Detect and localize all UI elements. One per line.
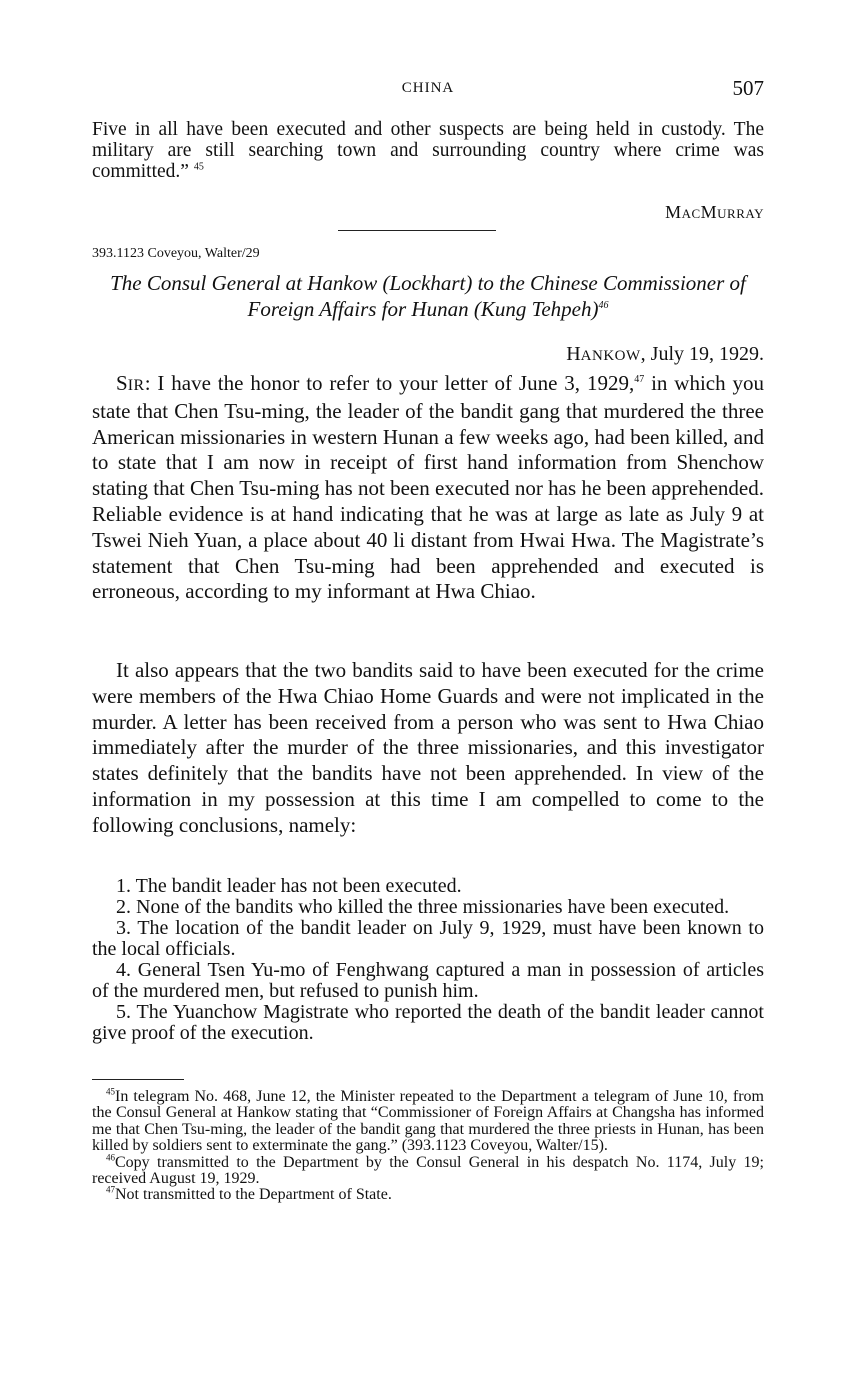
footnotes (92, 1086, 764, 1204)
list-item: 1. The bandit leader has not been executed. (116, 875, 462, 897)
footnote-divider (92, 1079, 184, 1080)
signature: MACMURRAY (665, 202, 764, 222)
list-item: 4. General Tsen Yu-mo of Fenghwang captured a man in possession of articles of the murdered men, but refused to punish him. (92, 959, 764, 1002)
list-item: 2. None of the bandits who killed the three missionaries have been executed. (116, 896, 730, 918)
list-item: 5. The Yuanchow Magistrate who reported the death of the bandit leader cannot give proof of the execution. (92, 1001, 764, 1044)
letter-paragraph-1: SIR: I have the honor to refer to your letter of June 3, 1929,47 in which you state that Chen Tsu-ming, the leader of the bandit gang that murdered the three American missionaries in western Hunan a few weeks ago, had been killed, and to state that I am now in receipt of first hand information from Shenchow stating that Chen Tsu-ming has not been executed nor has he been apprehended. Reliable evidence is at hand indicating that he was at large as late as July 9 at Tswei Nieh Yuan, a place about 40 li distant from Hwai Hwa. The Magistrate’s statement that Chen Tsu-ming had been apprehended and executed is erroneous, according to my informant at Hwa Chiao. (92, 371, 765, 604)
page-number: 507 (732, 76, 764, 100)
running-head: CHINA (401, 80, 455, 96)
footnote-47: $^{47}$Not transmitted to the Department of State. (106, 1185, 392, 1204)
letter-paragraph-2: It also appears that the two bandits said to have been executed for the crime were members of the Hwa Chiao Home Guards and were not implicated in the murder. A letter has been received from a person who was sent to Hwa Chiao immediately after the murder of the three missionaries, and this investigator states definitely that the bandits have not been apprehended. In view of the information in my possession at this time I am compelled to come to the following conclusions, namely: (92, 658, 764, 837)
footnote-ref-46: 46 (598, 300, 609, 311)
list-item: 3. The location of the bandit leader on July 9, 1929, must have been known to the local officials. (92, 917, 764, 960)
opening-quote-text: Five in all have been executed and other suspects are being held in custody. The military are still searching town and surrounding country where crime was committed.” (92, 119, 764, 182)
dateline: HANKOW, July 19, 1929. (566, 343, 764, 365)
document-title-text: The Consul General at Hankow (Lockhart) to the Chinese Commissioner of Foreign Affairs for Hunan (Kung Tehpeh) (110, 271, 746, 321)
footnote-46: $^{46}$Copy transmitted to the Department by the Consul General in his despatch No. 1174, July 19; received August 19, 1929. (92, 1152, 764, 1188)
footnote-ref-45: 45 (193, 161, 204, 173)
section-divider (338, 230, 496, 231)
page-header (92, 76, 764, 102)
footnote-ref-47: 47 (634, 374, 645, 385)
file-number: 393.1123 Coveyou, Walter/29 (92, 246, 260, 261)
opening-quote-paragraph (92, 119, 764, 182)
footnote-45: $^{45}$In telegram No. 468, June 12, the Minister repeated to the Department a telegram of June 10, from the Consul General at Hankow stating that “Commissioner of Foreign Affairs at Changsha has informed me that Chen Tsu-ming, the leader of the bandit gang that murdered the three priests in Hunan, has been killed by soldiers sent to exterminate the gang.” (393.1123 Coveyou, Walter/15). (92, 1086, 764, 1155)
conclusions-list (92, 876, 764, 1044)
document-title (92, 270, 764, 322)
salutation: SIR (116, 371, 145, 395)
